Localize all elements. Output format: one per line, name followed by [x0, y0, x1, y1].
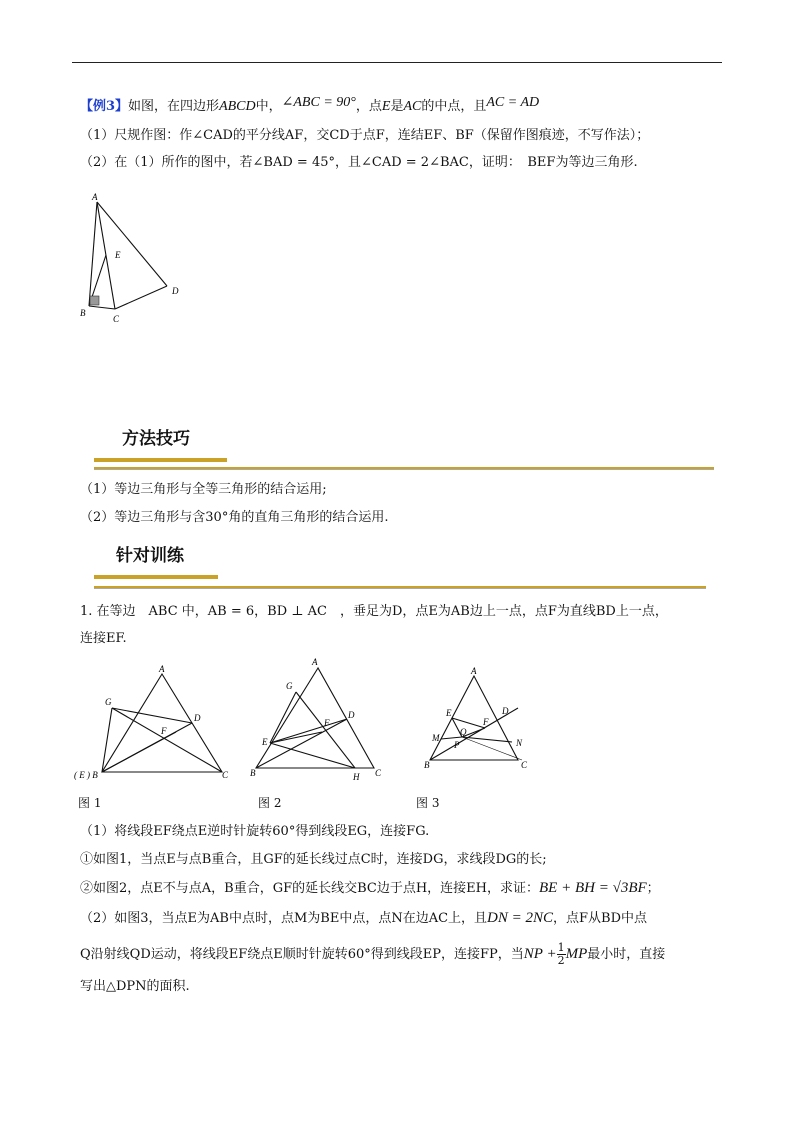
header-rule [72, 62, 722, 63]
fig3-label-p: P [454, 740, 460, 750]
part2-line1: （2）如图3，当点E为AB中点时，点M为BE中点，点N在边AC上，且DN = 2NC，点F从BD中点 [80, 910, 648, 926]
figure-1 [72, 660, 242, 780]
fig2-label-c: C [375, 768, 382, 778]
methods-rule [94, 467, 714, 469]
fig1-label-a: A [159, 664, 165, 674]
fig3-label-b: B [424, 760, 430, 770]
label-e: E [115, 250, 121, 260]
dn-nc-formula: DN = 2NC [487, 910, 554, 926]
fig1-label-f: F [161, 726, 167, 736]
fig2-label-e: E [262, 737, 268, 747]
figure-2 [244, 652, 394, 784]
fig3-label-m: M [432, 733, 440, 743]
fig3-label-e: E [446, 708, 452, 718]
fig2-label-h: H [353, 772, 360, 782]
fig1-label-g: G [105, 697, 112, 707]
training-rule [94, 586, 706, 588]
caption-figure-1: 图 1 [78, 796, 102, 810]
fig3-label-f: F [483, 717, 489, 727]
training-title: 针对训练 [116, 546, 184, 566]
example3-intro: 【例3】如图，在四边形ABCD中，∠ABC = 90°，点E是AC的中点，且AC = AD [80, 95, 540, 114]
angle-abc-formula: ∠ABC = 90° [281, 95, 356, 110]
half-fraction: $\frac{1}{2}$ [557, 941, 565, 967]
method-item-2: （2）等边三角形与含30°角的直角三角形的结合运用. [80, 510, 389, 525]
fig3-label-a: A [471, 666, 477, 676]
fig3-label-c: C [521, 760, 528, 770]
fig1-label-c: C [222, 770, 229, 780]
label-a: A [92, 192, 98, 202]
caption-figure-3: 图 3 [416, 796, 440, 810]
part1-statement: （1）将线段EF绕点E逆时针旋转60°得到线段EG，连接FG. [80, 824, 430, 839]
figure-3 [418, 664, 538, 774]
example-tag: 【例3】 [80, 99, 129, 114]
fig3-label-q: Q [460, 727, 467, 737]
label-d: D [172, 286, 179, 296]
method-item-1: （1）等边三角形与全等三角形的结合运用; [80, 482, 327, 497]
label-c: C [113, 314, 120, 324]
problem1-line2: 连接EF. [80, 631, 127, 646]
example3-question-2: （2）在（1）所作的图中，若∠BAD = 45°，且∠CAD = 2∠BAC，证明： BEF为等边三角形. [80, 155, 638, 170]
label-b: B [80, 308, 86, 318]
fig3-label-n: N [516, 738, 523, 748]
training-underline [94, 575, 218, 579]
fig2-label-f: F [324, 718, 330, 728]
example3-question-1: （1）尺规作图：作∠CAD的平分线AF，交CD于点F，连结EF、BF（保留作图痕迹，不写作法）； [80, 128, 650, 143]
np-formula: NP + [523, 946, 557, 962]
fig2-label-b: B [250, 768, 256, 778]
fig3-label-d: D [502, 706, 509, 716]
fig2-label-d: D [348, 710, 355, 720]
fig2-label-a: A [312, 657, 318, 667]
problem1-line1: 1. 在等边 ABC 中，AB = 6，BD ⊥ AC ，垂足为D，点E为AB边上一点，点F为直线BD上一点， [80, 604, 668, 619]
fig1-label-eb: ( E ) B [74, 770, 98, 780]
methods-underline [94, 458, 227, 462]
caption-figure-2: 图 2 [258, 796, 282, 810]
example3-figure [75, 188, 195, 328]
part2-line2: Q沿射线QD运动，将线段EF绕点E顺时针旋转60°得到线段EP，连接FP，当NP + $\frac{1}{2}$ MP最小时，直接 [80, 941, 666, 967]
fig1-label-d: D [194, 713, 201, 723]
part2-line3: 写出△DPN的面积. [80, 979, 190, 994]
fig2-label-g: G [286, 681, 293, 691]
methods-title: 方法技巧 [122, 429, 190, 449]
ac-ad-formula: AC = AD [486, 95, 540, 110]
proof-formula: BE + BH = √3BF [539, 880, 647, 896]
mp-formula: MP [565, 946, 588, 962]
part1-sub1: ①如图1，当点E与点B重合，且GF的延长线过点C时，连接DG，求线段DG的长; [80, 852, 547, 867]
part1-sub2: ②如图2，点E不与点A，B重合，GF的延长线交BC边于点H，连接EH，求证：BE + BH = √3BF； [80, 880, 660, 896]
